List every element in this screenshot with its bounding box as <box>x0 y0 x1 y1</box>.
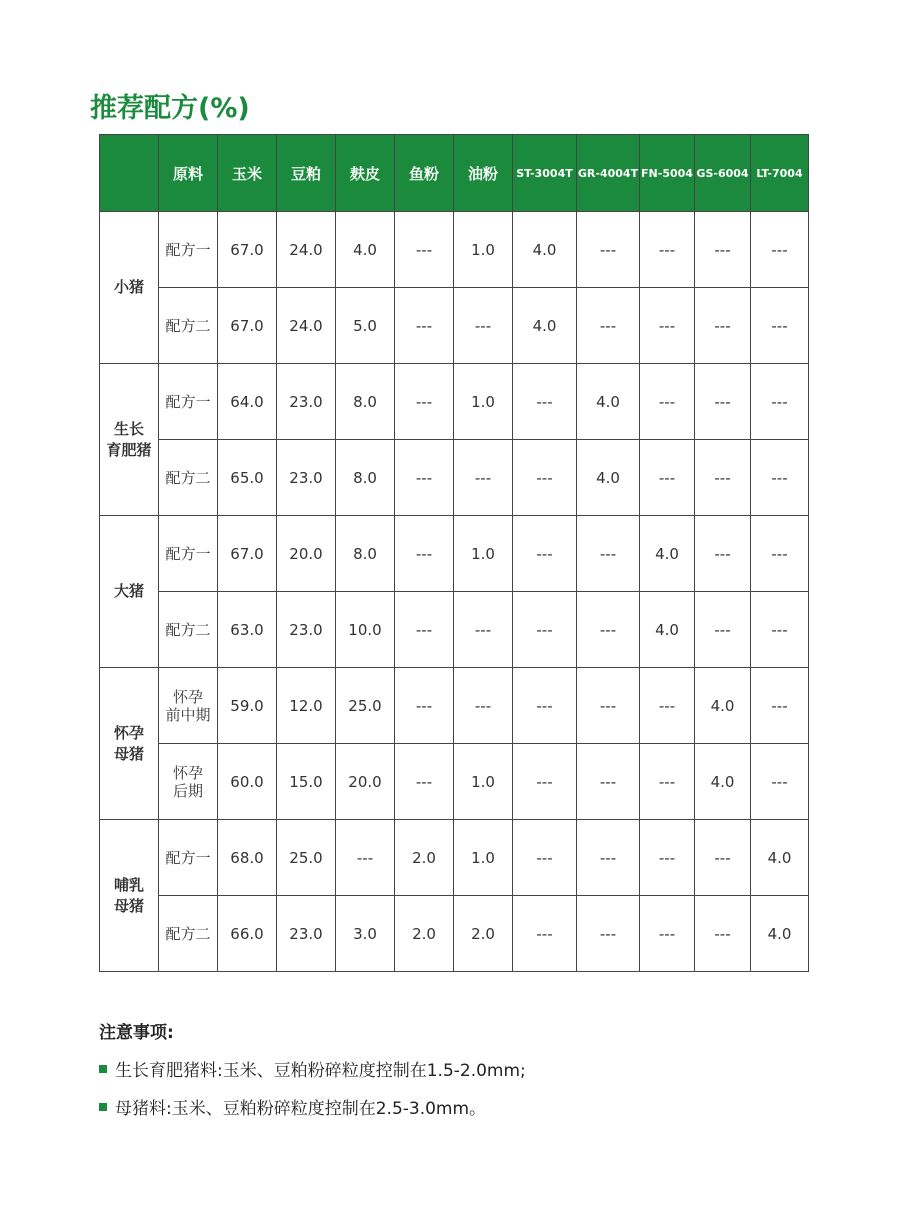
value-cell: --- <box>577 592 640 668</box>
value-cell: --- <box>695 288 751 364</box>
value-cell: --- <box>395 212 454 288</box>
value-cell: --- <box>395 592 454 668</box>
table-row <box>100 668 809 744</box>
value-cell: --- <box>577 516 640 592</box>
value-cell: --- <box>513 668 577 744</box>
value-cell: 1.0 <box>454 212 513 288</box>
header-cell: 油粉 <box>454 135 513 212</box>
value-cell: --- <box>395 744 454 820</box>
table-row <box>100 592 809 668</box>
value-cell: --- <box>454 440 513 516</box>
value-cell: --- <box>513 516 577 592</box>
value-cell: 8.0 <box>336 364 395 440</box>
value-cell: 4.0 <box>695 668 751 744</box>
header-cell: LT-7004 <box>751 135 809 212</box>
value-cell: --- <box>395 364 454 440</box>
formula-label: 怀孕 前中期 <box>159 668 218 744</box>
value-cell: --- <box>454 288 513 364</box>
page-title: 推荐配方(%) <box>90 93 250 124</box>
value-cell: --- <box>640 744 695 820</box>
value-cell: 4.0 <box>751 896 809 972</box>
value-cell: --- <box>695 212 751 288</box>
value-cell: 4.0 <box>513 288 577 364</box>
table-row <box>100 516 809 592</box>
value-cell: --- <box>513 440 577 516</box>
value-cell: 12.0 <box>277 668 336 744</box>
value-cell: --- <box>640 212 695 288</box>
formula-label: 配方一 <box>159 516 218 592</box>
value-cell: 66.0 <box>218 896 277 972</box>
value-cell: 4.0 <box>577 440 640 516</box>
value-cell: 25.0 <box>336 668 395 744</box>
note-text: 生长育肥猪料:玉米、豆粕粉碎粒度控制在1.5-2.0mm; <box>115 1061 526 1081</box>
value-cell: 63.0 <box>218 592 277 668</box>
value-cell: --- <box>454 592 513 668</box>
value-cell: 3.0 <box>336 896 395 972</box>
value-cell: --- <box>695 516 751 592</box>
value-cell: 1.0 <box>454 516 513 592</box>
value-cell: --- <box>640 668 695 744</box>
formula-label: 配方一 <box>159 212 218 288</box>
header-cell: 豆粕 <box>277 135 336 212</box>
note-item <box>99 1094 486 1119</box>
header-cell: 鱼粉 <box>395 135 454 212</box>
value-cell: 25.0 <box>277 820 336 896</box>
header-cell: ST-3004T <box>513 135 577 212</box>
value-cell: --- <box>395 668 454 744</box>
value-cell: 15.0 <box>277 744 336 820</box>
value-cell: --- <box>513 744 577 820</box>
value-cell: 5.0 <box>336 288 395 364</box>
table-row <box>100 212 809 288</box>
table-row <box>100 364 809 440</box>
square-bullet-icon <box>99 1103 107 1111</box>
value-cell: --- <box>513 592 577 668</box>
value-cell: --- <box>751 440 809 516</box>
value-cell: 10.0 <box>336 592 395 668</box>
value-cell: 1.0 <box>454 744 513 820</box>
value-cell: --- <box>577 288 640 364</box>
value-cell: 20.0 <box>277 516 336 592</box>
value-cell: 4.0 <box>513 212 577 288</box>
value-cell: --- <box>577 212 640 288</box>
formula-table <box>99 134 809 972</box>
value-cell: --- <box>640 288 695 364</box>
formula-label: 配方二 <box>159 592 218 668</box>
header-cell: FN-5004 <box>640 135 695 212</box>
value-cell: 2.0 <box>395 820 454 896</box>
value-cell: 4.0 <box>695 744 751 820</box>
table-row <box>100 896 809 972</box>
table-row <box>100 440 809 516</box>
value-cell: 8.0 <box>336 440 395 516</box>
value-cell: 24.0 <box>277 288 336 364</box>
value-cell: --- <box>336 820 395 896</box>
value-cell: --- <box>751 592 809 668</box>
header-cell: GR-4004T <box>577 135 640 212</box>
value-cell: --- <box>454 668 513 744</box>
header-cell: 麸皮 <box>336 135 395 212</box>
value-cell: 67.0 <box>218 516 277 592</box>
value-cell: --- <box>695 364 751 440</box>
value-cell: --- <box>640 364 695 440</box>
value-cell: 2.0 <box>454 896 513 972</box>
formula-label: 配方二 <box>159 288 218 364</box>
formula-label: 配方一 <box>159 820 218 896</box>
value-cell: --- <box>513 820 577 896</box>
value-cell: 4.0 <box>751 820 809 896</box>
value-cell: --- <box>395 440 454 516</box>
value-cell: 67.0 <box>218 212 277 288</box>
value-cell: 64.0 <box>218 364 277 440</box>
value-cell: 4.0 <box>336 212 395 288</box>
group-label: 哺乳 母猪 <box>100 820 159 972</box>
value-cell: 23.0 <box>277 896 336 972</box>
value-cell: 1.0 <box>454 820 513 896</box>
value-cell: --- <box>577 744 640 820</box>
value-cell: --- <box>395 516 454 592</box>
value-cell: --- <box>751 516 809 592</box>
group-label: 大猪 <box>100 516 159 668</box>
header-cell: GS-6004 <box>695 135 751 212</box>
value-cell: --- <box>695 440 751 516</box>
table-header-row <box>100 135 809 212</box>
value-cell: 23.0 <box>277 440 336 516</box>
header-cell <box>100 135 159 212</box>
formula-label: 怀孕 后期 <box>159 744 218 820</box>
value-cell: --- <box>513 364 577 440</box>
value-cell: 23.0 <box>277 592 336 668</box>
group-label: 怀孕 母猪 <box>100 668 159 820</box>
table-row <box>100 744 809 820</box>
value-cell: 4.0 <box>640 516 695 592</box>
value-cell: --- <box>640 440 695 516</box>
notes-title: 注意事项: <box>99 1023 174 1043</box>
square-bullet-icon <box>99 1065 107 1073</box>
formula-label: 配方二 <box>159 896 218 972</box>
value-cell: --- <box>751 744 809 820</box>
formula-label: 配方一 <box>159 364 218 440</box>
value-cell: 65.0 <box>218 440 277 516</box>
group-label: 小猪 <box>100 212 159 364</box>
header-cell: 玉米 <box>218 135 277 212</box>
value-cell: --- <box>513 896 577 972</box>
value-cell: 1.0 <box>454 364 513 440</box>
group-label: 生长 育肥猪 <box>100 364 159 516</box>
table-row <box>100 820 809 896</box>
value-cell: 23.0 <box>277 364 336 440</box>
value-cell: --- <box>577 668 640 744</box>
value-cell: --- <box>395 288 454 364</box>
value-cell: 67.0 <box>218 288 277 364</box>
value-cell: --- <box>751 364 809 440</box>
value-cell: --- <box>695 820 751 896</box>
value-cell: 20.0 <box>336 744 395 820</box>
header-cell: 原料 <box>159 135 218 212</box>
value-cell: 24.0 <box>277 212 336 288</box>
value-cell: 68.0 <box>218 820 277 896</box>
value-cell: 59.0 <box>218 668 277 744</box>
value-cell: --- <box>577 820 640 896</box>
value-cell: --- <box>577 896 640 972</box>
value-cell: --- <box>640 820 695 896</box>
note-item <box>99 1056 526 1081</box>
value-cell: --- <box>695 896 751 972</box>
formula-label: 配方二 <box>159 440 218 516</box>
value-cell: --- <box>751 288 809 364</box>
table-row <box>100 288 809 364</box>
value-cell: 8.0 <box>336 516 395 592</box>
value-cell: 2.0 <box>395 896 454 972</box>
value-cell: --- <box>751 668 809 744</box>
value-cell: 4.0 <box>640 592 695 668</box>
value-cell: --- <box>640 896 695 972</box>
value-cell: --- <box>695 592 751 668</box>
value-cell: 4.0 <box>577 364 640 440</box>
note-text: 母猪料:玉米、豆粕粉碎粒度控制在2.5-3.0mm。 <box>115 1099 487 1119</box>
value-cell: 60.0 <box>218 744 277 820</box>
value-cell: --- <box>751 212 809 288</box>
